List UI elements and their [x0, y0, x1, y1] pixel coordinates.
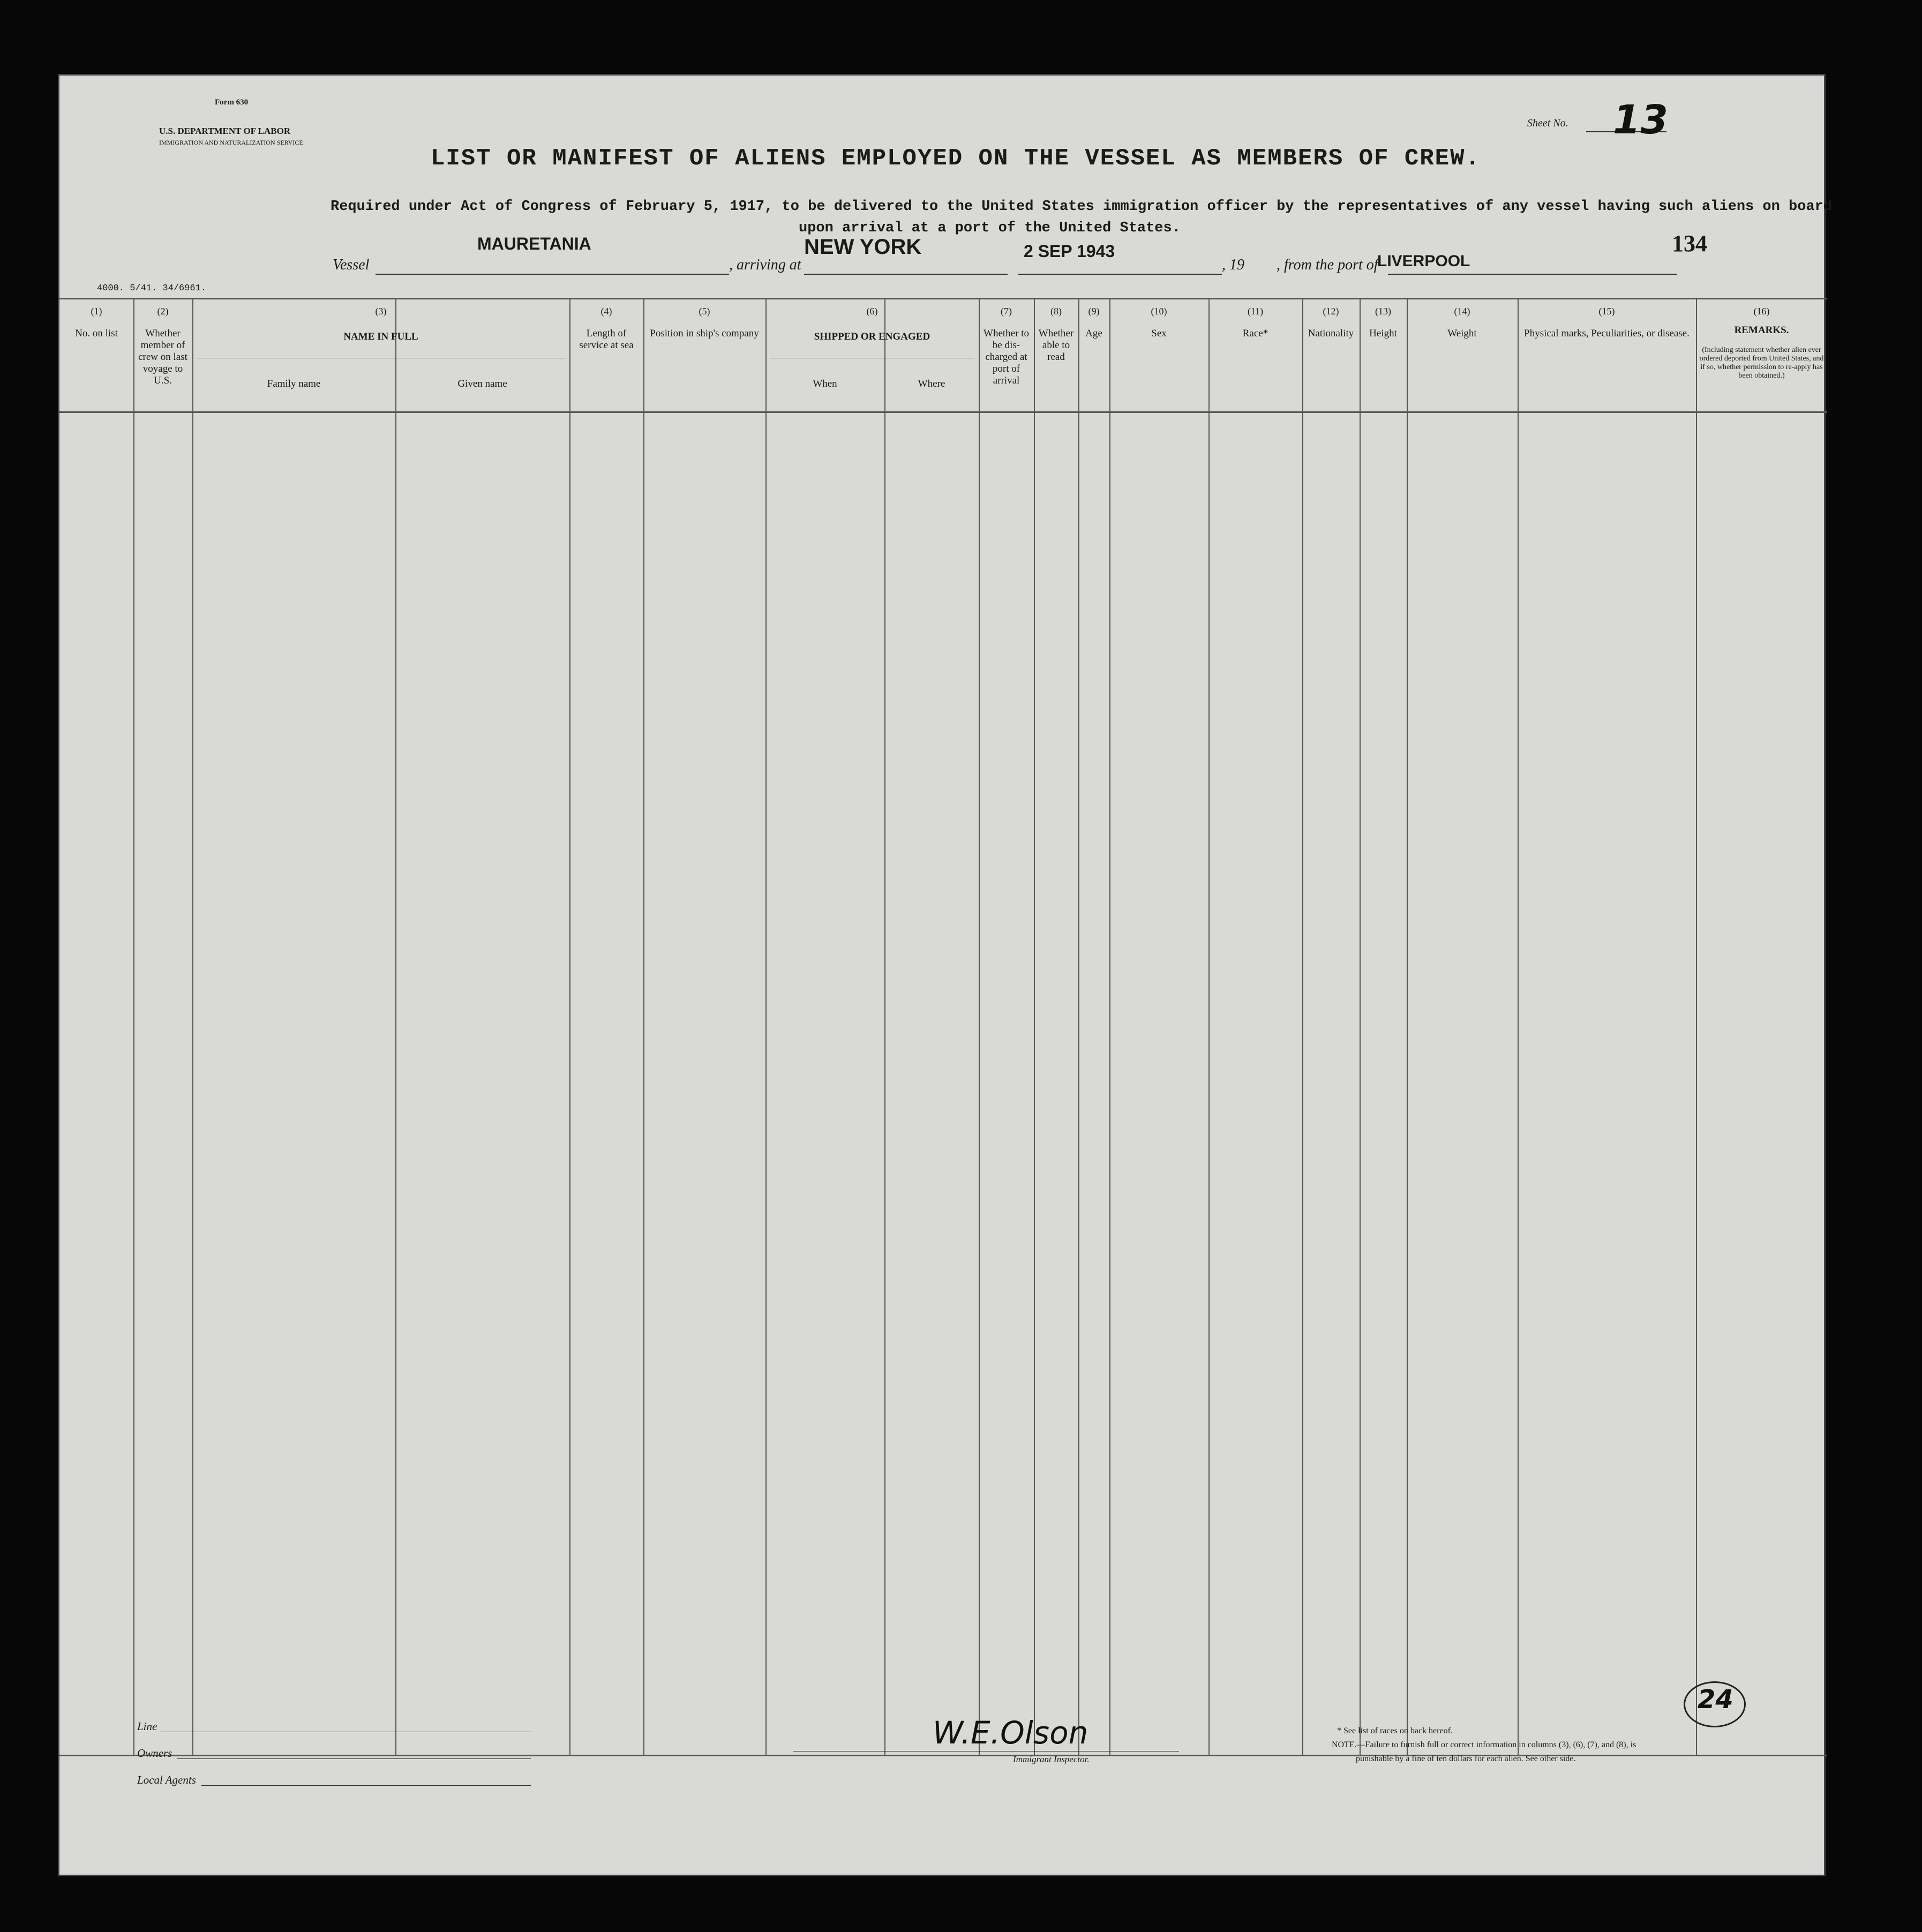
- department-label: U.S. DEPARTMENT OF LABOR: [159, 126, 291, 136]
- form-number: Form 630: [215, 98, 249, 107]
- column-header-marks: Physical marks, Peculiarities, or disease.: [1524, 328, 1690, 339]
- column-number-service: (4): [600, 306, 612, 317]
- sheet-no-label: Sheet No.: [1527, 117, 1568, 129]
- column-header-prev: Whether member of crew on last voyage to U.S.: [138, 328, 187, 386]
- column-header-nationality: Nationality: [1308, 328, 1354, 339]
- column-number-height: (13): [1375, 306, 1391, 317]
- subtitle-line-2: upon arrival at a port of the United States.: [799, 220, 1181, 236]
- penalty-note-2: punishable by a fine of ten dollars for each alien. See other side.: [1356, 1754, 1576, 1763]
- subtitle-line-1: Required under Act of Congress of February 5, 1917, to be delivered to the United States immigration officer by the representatives of any vessel having such aliens on board: [331, 199, 1833, 215]
- vessel-label: Vessel: [333, 257, 370, 273]
- arrival-date: 2 SEP 1943: [1024, 242, 1115, 261]
- column-subheader-shipped-first: When: [813, 378, 837, 389]
- penalty-note-1: NOTE.—Failure to furnish full or correct information in columns (3), (6), (7), and (8), is: [1332, 1740, 1636, 1749]
- column-note-remarks: (Including statement whether alien ever ordered deported from United States, and if so, whether permission to re-apply has been obtained.): [1699, 346, 1824, 380]
- vessel-name: MAURETANIA: [477, 234, 591, 253]
- document-title: LIST OR MANIFEST OF ALIENS EMPLOYED ON THE VESSEL AS MEMBERS OF CREW.: [431, 145, 1481, 172]
- arriving-label: , arriving at: [729, 257, 801, 273]
- column-header-no: No. on list: [75, 328, 118, 339]
- column-subheader-name-first: Family name: [267, 378, 321, 389]
- column-header-weight: Weight: [1447, 328, 1477, 339]
- manifest-sheet: [58, 74, 1833, 1876]
- column-number-name: (3): [375, 306, 387, 317]
- column-number-read: (8): [1050, 306, 1062, 317]
- year-label: , 19: [1222, 257, 1244, 273]
- column-subheader-name-second: Given name: [457, 378, 507, 389]
- column-header-position: Position in ship's company: [650, 328, 759, 339]
- column-header-name: NAME IN FULL: [343, 331, 418, 342]
- column-header-read: Whether able to read: [1038, 328, 1074, 363]
- from-port-label: , from the port of: [1277, 257, 1378, 273]
- column-header-service: Length of service at sea: [579, 328, 634, 351]
- column-header-remarks: REMARKS.: [1734, 325, 1789, 336]
- print-code: 4000. 5/41. 34/6961.: [97, 283, 207, 294]
- column-number-no: (1): [91, 306, 102, 317]
- column-number-nationality: (12): [1323, 306, 1339, 317]
- column-header-sex: Sex: [1151, 328, 1167, 339]
- column-header-shipped: SHIPPED OR ENGAGED: [814, 331, 930, 342]
- crew-table: [59, 298, 1827, 1755]
- inspector-signature: W.E.Olson: [933, 1715, 1088, 1751]
- column-header-race: Race*: [1242, 328, 1268, 339]
- column-subheader-shipped-second: Where: [918, 378, 945, 389]
- circled-number: 24: [1698, 1685, 1733, 1715]
- column-number-position: (5): [699, 306, 710, 317]
- column-header-age: Age: [1085, 328, 1102, 339]
- column-number-prev: (2): [157, 306, 169, 317]
- from-port: LIVERPOOL: [1377, 252, 1470, 270]
- local-agents-label: Local Agents: [137, 1773, 196, 1786]
- column-number-remarks: (16): [1753, 306, 1770, 317]
- column-number-sex: (10): [1151, 306, 1167, 317]
- sheet-no-value: 13: [1613, 97, 1668, 143]
- arriving-port: NEW YORK: [804, 235, 922, 259]
- column-number-marks: (15): [1598, 306, 1615, 317]
- column-header-discharged: Whether to be dis-charged at port of arrival: [983, 328, 1029, 386]
- column-number-shipped: (6): [866, 306, 878, 317]
- service-label: IMMIGRATION AND NATURALIZATION SERVICE: [159, 139, 303, 146]
- owners-label: Owners: [137, 1747, 172, 1760]
- column-number-race: (11): [1247, 306, 1264, 317]
- line-label: Line: [137, 1720, 157, 1733]
- column-header-height: Height: [1369, 328, 1397, 339]
- inspector-label: Immigrant Inspector.: [1013, 1754, 1090, 1764]
- races-note: * See list of races on back hereof.: [1337, 1726, 1453, 1735]
- column-number-age: (9): [1088, 306, 1100, 317]
- page-number: 134: [1672, 230, 1707, 257]
- column-number-weight: (14): [1454, 306, 1470, 317]
- column-number-discharged: (7): [1001, 306, 1012, 317]
